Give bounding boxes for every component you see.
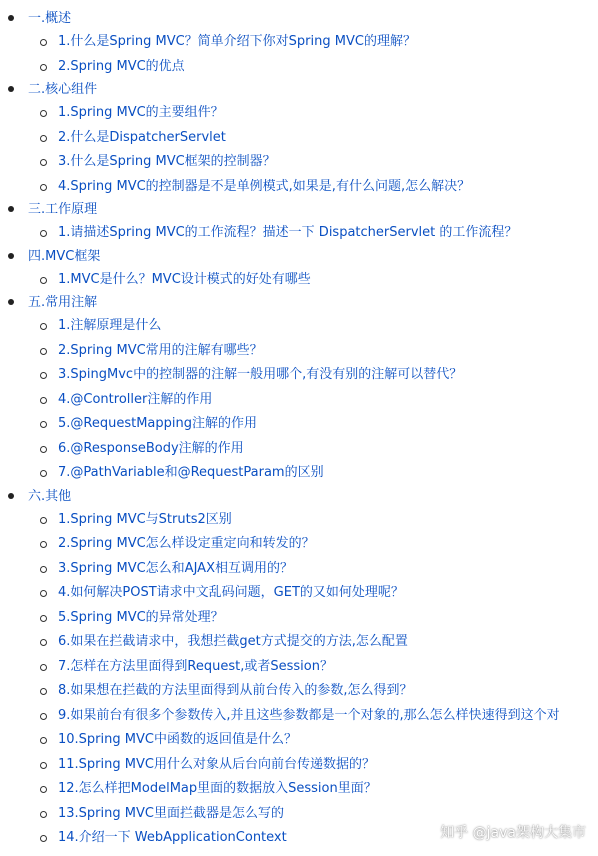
circle-bullet-icon — [40, 446, 47, 453]
subsection-link[interactable]: 9.如果前台有很多个参数传入,并且这些参数都是一个对象的,那么怎么样快速得到这个对 — [58, 707, 560, 723]
subsection-link[interactable]: 4.如何解决POST请求中文乱码问题，GET的又如何处理呢？ — [58, 585, 404, 600]
circle-bullet-icon — [40, 615, 47, 622]
circle-bullet-icon — [40, 372, 47, 379]
circle-bullet-icon — [40, 184, 47, 191]
circle-bullet-icon — [40, 737, 47, 744]
bullet-icon — [8, 206, 14, 212]
list-item — [58, 557, 598, 582]
subsection-list — [28, 221, 598, 246]
subsection-link[interactable]: 3.什么是Spring MVC框架的控制器？ — [58, 154, 276, 169]
subsection-link[interactable]: 10.Spring MVC中函数的返回值是什么？ — [58, 732, 297, 747]
section-title-link[interactable]: 五.常用注解 — [28, 295, 98, 310]
list-item — [58, 314, 598, 339]
subsection-list — [28, 30, 598, 79]
list-item — [58, 339, 598, 364]
subsection-link[interactable]: 1.请描述Spring MVC的工作流程？描述一下 DispatcherServlet 的工作流程？ — [58, 225, 518, 240]
circle-bullet-icon — [40, 541, 47, 548]
list-item — [58, 655, 598, 680]
subsection-link[interactable]: 7.@PathVariable和@RequestParam的区别 — [58, 465, 324, 480]
subsection-link[interactable]: 2.Spring MVC的优点 — [58, 58, 185, 74]
subsection-link[interactable]: 11.Spring MVC用什么对象从后台向前台传递数据的？ — [58, 756, 375, 772]
list-item — [58, 388, 598, 413]
section-title-link[interactable]: 二.核心组件 — [28, 82, 98, 97]
circle-bullet-icon — [40, 135, 47, 142]
subsection-link[interactable]: 8.如果想在拦截的方法里面得到从前台传入的参数,怎么得到？ — [58, 683, 413, 698]
list-item — [58, 508, 598, 533]
toc-section — [0, 199, 598, 246]
list-item — [58, 412, 598, 437]
watermark: 知乎 @java架构大集市 — [440, 825, 586, 841]
list-item — [58, 728, 598, 753]
bullet-icon — [8, 86, 14, 92]
section-title-link[interactable]: 四.MVC框架 — [28, 248, 101, 264]
bullet-icon — [8, 15, 14, 21]
circle-bullet-icon — [40, 688, 47, 695]
circle-bullet-icon — [40, 110, 47, 117]
list-item — [58, 532, 598, 557]
circle-bullet-icon — [40, 664, 47, 671]
list-item — [58, 630, 598, 655]
subsection-link[interactable]: 7.怎样在方法里面得到Request,或者Session？ — [58, 658, 333, 674]
subsection-link[interactable]: 2.Spring MVC怎么样设定重定向和转发的？ — [58, 536, 315, 551]
subsection-link[interactable]: 1.注解原理是什么 — [58, 318, 162, 333]
list-item — [58, 150, 598, 175]
circle-bullet-icon — [40, 639, 47, 646]
toc-section — [0, 292, 598, 486]
list-item — [58, 581, 598, 606]
circle-bullet-icon — [40, 159, 47, 166]
list-item — [58, 437, 598, 462]
subsection-link[interactable]: 14.介绍一下 WebApplicationContext — [58, 830, 287, 845]
circle-bullet-icon — [40, 64, 47, 71]
bullet-icon — [8, 253, 14, 259]
list-item — [58, 221, 598, 246]
subsection-link[interactable]: 12.怎么样把ModelMap里面的数据放入Session里面？ — [58, 781, 377, 796]
circle-bullet-icon — [40, 470, 47, 477]
list-item — [58, 753, 598, 778]
circle-bullet-icon — [40, 277, 47, 284]
subsection-list — [28, 314, 598, 486]
subsection-link[interactable]: 4.@Controller注解的作用 — [58, 391, 213, 407]
toc-section — [0, 486, 598, 851]
circle-bullet-icon — [40, 835, 47, 842]
toc-section — [0, 246, 598, 293]
list-item — [58, 461, 598, 486]
subsection-link[interactable]: 1.MVC是什么？MVC设计模式的好处有哪些 — [58, 271, 311, 287]
subsection-link[interactable]: 3.SpingMvc中的控制器的注解一般用哪个,有没有别的注解可以替代？ — [58, 367, 463, 382]
list-item — [58, 30, 598, 55]
section-title-link[interactable]: 六.其他 — [28, 488, 72, 504]
circle-bullet-icon — [40, 811, 47, 818]
subsection-link[interactable]: 2.什么是DispatcherServlet — [58, 129, 226, 145]
subsection-link[interactable]: 2.Spring MVC常用的注解有哪些？ — [58, 342, 263, 358]
circle-bullet-icon — [40, 397, 47, 404]
list-item — [58, 55, 598, 80]
subsection-link[interactable]: 5.@RequestMapping注解的作用 — [58, 416, 257, 431]
subsection-link[interactable]: 1.什么是Spring MVC？简单介绍下你对Spring MVC的理解？ — [58, 34, 416, 49]
subsection-list — [28, 268, 598, 293]
section-title-link[interactable]: 一.概述 — [28, 11, 72, 26]
circle-bullet-icon — [40, 348, 47, 355]
section-title-link[interactable]: 三.工作原理 — [28, 202, 98, 217]
subsection-link[interactable]: 1.Spring MVC的主要组件？ — [58, 105, 224, 120]
circle-bullet-icon — [40, 786, 47, 793]
circle-bullet-icon — [40, 323, 47, 330]
list-item — [58, 606, 598, 631]
subsection-link[interactable]: 13.Spring MVC里面拦截器是怎么写的 — [58, 805, 284, 821]
subsection-list — [28, 101, 598, 199]
list-item — [58, 679, 598, 704]
circle-bullet-icon — [40, 590, 47, 597]
list-item — [58, 777, 598, 802]
subsection-link[interactable]: 4.Spring MVC的控制器是不是单例模式,如果是,有什么问题,怎么解决？ — [58, 178, 471, 194]
circle-bullet-icon — [40, 713, 47, 720]
circle-bullet-icon — [40, 39, 47, 46]
list-item — [58, 126, 598, 151]
subsection-link[interactable]: 1.Spring MVC与Struts2区别 — [58, 511, 232, 527]
bullet-icon — [8, 299, 14, 305]
circle-bullet-icon — [40, 566, 47, 573]
list-item — [58, 704, 598, 729]
circle-bullet-icon — [40, 230, 47, 237]
list-item — [58, 101, 598, 126]
list-item — [58, 175, 598, 200]
toc-section — [0, 79, 598, 199]
subsection-link[interactable]: 6.@ResponseBody注解的作用 — [58, 440, 244, 456]
subsection-list — [28, 508, 598, 851]
list-item — [58, 363, 598, 388]
list-item — [58, 268, 598, 293]
circle-bullet-icon — [40, 421, 47, 428]
bullet-icon — [8, 493, 14, 499]
toc-section — [0, 8, 598, 79]
subsection-link[interactable]: 6.如果在拦截请求中，我想拦截get方式提交的方法,怎么配置 — [58, 634, 408, 649]
subsection-link[interactable]: 3.Spring MVC怎么和AJAX相互调用的？ — [58, 560, 293, 576]
circle-bullet-icon — [40, 762, 47, 769]
subsection-link[interactable]: 5.Spring MVC的异常处理？ — [58, 609, 224, 625]
circle-bullet-icon — [40, 517, 47, 524]
